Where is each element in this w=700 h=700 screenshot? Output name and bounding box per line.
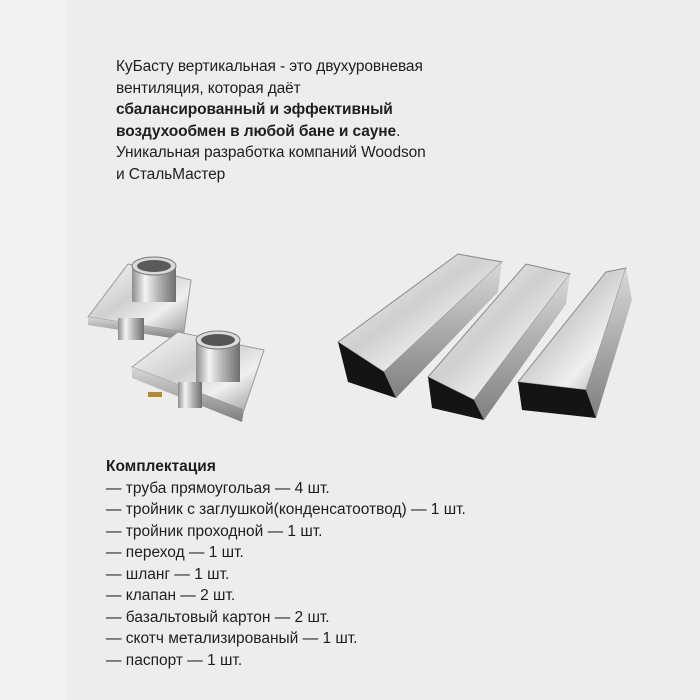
tee-fitting-lower: [132, 331, 264, 422]
kit-item: — труба прямоугольая — 4 шт.: [106, 479, 330, 497]
intro-text-part1: КуБасту вертикальная - это двухуровневая вентиляция, которая даёт: [116, 58, 423, 97]
kit-item: — переход — 1 шт.: [106, 544, 244, 561]
kit-item: — тройник с заглушкой(конденсатоотвод) — 1 шт.: [106, 501, 466, 518]
kit-item: — базальтовый картон — 2 шт.: [106, 608, 330, 626]
product-photo: [66, 232, 700, 437]
tee-fitting-upper: [88, 257, 191, 340]
kit-item: — паспорт — 1 шт.: [106, 651, 243, 669]
intro-text-bold: сбалансированный и эффективный воздухообмен в любой бане и сауне: [116, 101, 397, 140]
kit-item: — скотч метализированый — 1 шт.: [106, 630, 358, 647]
kit-list: [106, 478, 576, 672]
kit-item: — тройник проходной — 1 шт.: [106, 522, 323, 540]
kit-title: Комплектация: [106, 458, 216, 475]
intro-text-part2: . Уникальная разработка компаний Woodson и СтальМастер: [116, 122, 426, 183]
kit-section: [106, 456, 576, 671]
kit-item: — клапан — 2 шт.: [106, 587, 236, 604]
kit-item: — шланг — 1 шт.: [106, 565, 230, 583]
intro-text: [116, 56, 436, 185]
